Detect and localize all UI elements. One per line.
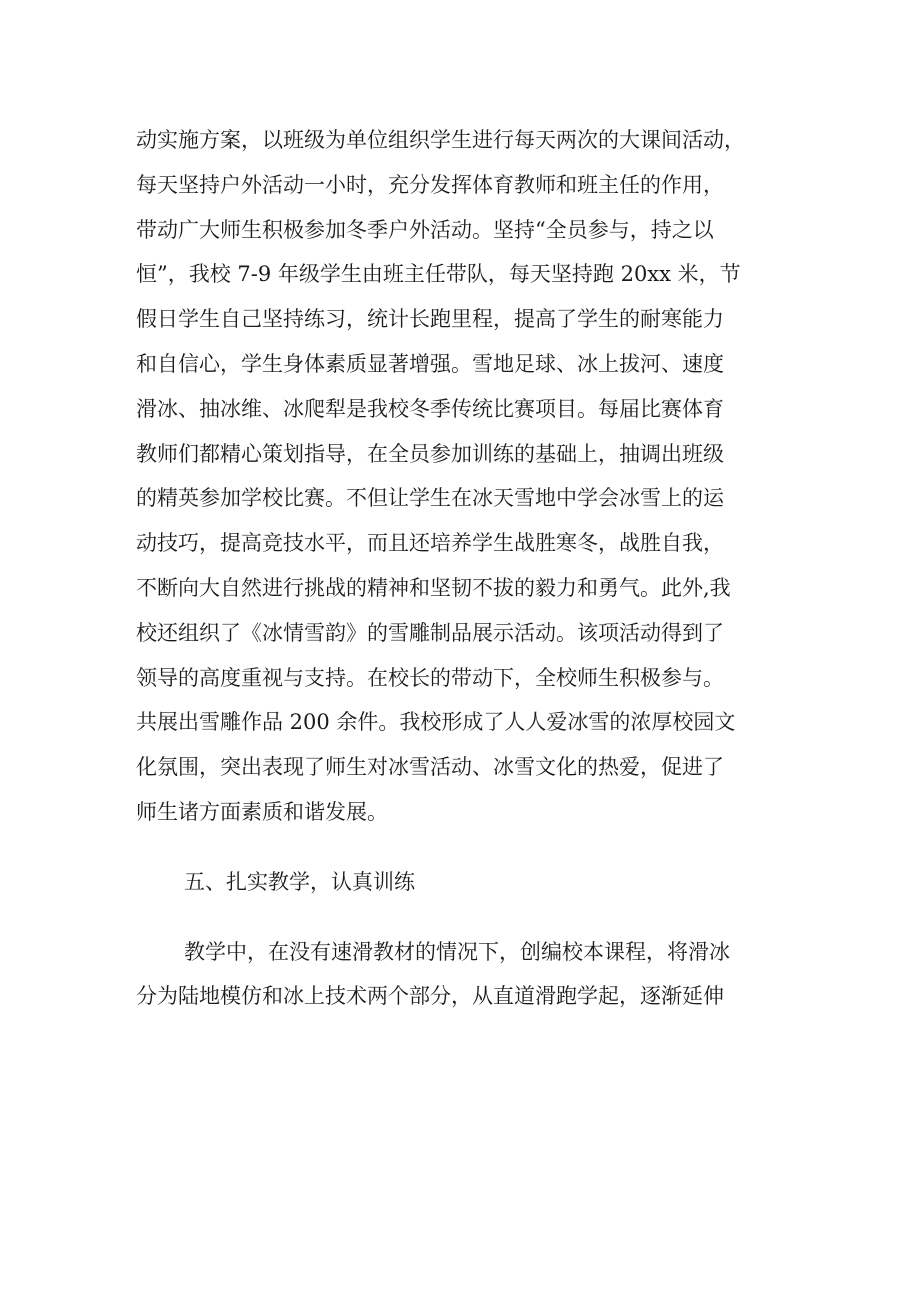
text-line: 化氛围，突出表现了师生对冰雪活动、冰雪文化的热爱，促进了 <box>136 755 724 780</box>
text-line: 的精英参加学校比赛。不但让学生在冰天雪地中学会冰雪上的运 <box>136 486 724 511</box>
text-line: 带动广大师生积极参加冬季户外活动。坚持“全员参与，持之以 <box>136 217 714 242</box>
text-line: 共展出雪雕作品 200 余件。我校形成了人人爱冰雪的浓厚校园文 <box>136 710 736 735</box>
text-line: 领导的高度重视与支持。在校长的带动下，全校师生积极参与。 <box>136 665 724 690</box>
text-line: 教学中，在没有速滑教材的情况下，创编校本课程，将滑冰 <box>184 939 730 964</box>
text-line: 分为陆地模仿和冰上技术两个部分，从直道滑跑学起，逐渐延伸 <box>136 984 724 1009</box>
text-line: 和自信心，学生身体素质显著增强。雪地足球、冰上拔河、速度 <box>136 351 724 376</box>
text-line: 校还组织了《冰情雪韵》的雪雕制品展示活动。该项活动得到了 <box>136 620 724 645</box>
text-line: 动实施方案，以班级为单位组织学生进行每天两次的大课间活动， <box>136 128 745 152</box>
text-line: 每天坚持户外活动一小时，充分发挥体育教师和班主任的作用， <box>136 172 724 197</box>
text-line: 动技巧，提高竞技水平，而且还培养学生战胜寒冬，战胜自我， <box>136 531 724 556</box>
text-line: 恒”，我校 7-9 年级学生由班主任带队，每天坚持跑 20xx 米，节 <box>136 262 741 287</box>
paragraph-1 <box>136 118 826 835</box>
text-line: 假日学生自己坚持练习，统计长跑里程，提高了学生的耐寒能力 <box>136 307 724 332</box>
paragraph-gap <box>136 835 826 860</box>
document-body <box>136 118 826 1019</box>
text-line: 不断向大自然进行挑战的精神和坚韧不拔的毅力和勇气。此外,我 <box>136 575 731 600</box>
text-line: 师生诸方面素质和谐发展。 <box>136 799 388 824</box>
section-heading: 五、扎实教学，认真训练 <box>184 869 415 894</box>
text-line: 滑冰、抽冰维、冰爬犁是我校冬季传统比赛项目。每届比赛体育 <box>136 396 724 421</box>
text-line: 教师们都精心策划指导，在全员参加训练的基础上，抽调出班级 <box>136 441 724 466</box>
paragraph-gap <box>136 905 826 930</box>
paragraph-2 <box>136 930 826 1020</box>
